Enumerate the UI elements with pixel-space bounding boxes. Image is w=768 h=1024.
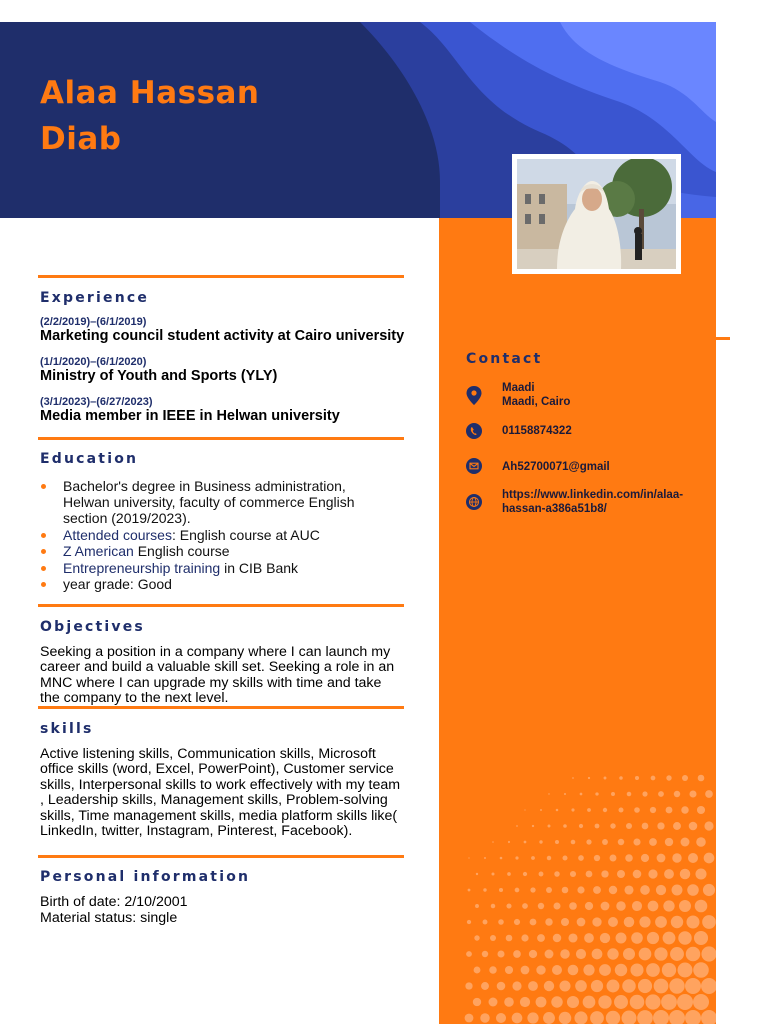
section-divider [38, 855, 404, 858]
profile-photo-frame [512, 154, 681, 274]
contact-email[interactable]: Ah52700071@gmail [502, 461, 610, 473]
contact-linkedin-line-2[interactable]: hassan-a386a51b8/ [502, 503, 607, 515]
contact-phone[interactable]: 01158874322 [502, 425, 572, 437]
experience-date-3: (3/1/2023)–(6/27/2023) [40, 396, 153, 408]
contact-heading: Contact [466, 351, 543, 367]
education-heading: Education [40, 451, 139, 467]
section-divider [38, 437, 404, 440]
email-icon [466, 458, 482, 474]
name-line-1: Alaa Hassan [40, 75, 260, 111]
birth-date: Birth of date: 2/10/2001 [40, 894, 188, 910]
experience-date-2: (1/1/2020)–(6/1/2020) [40, 356, 147, 368]
experience-role-2: Ministry of Youth and Sports (YLY) [40, 368, 278, 384]
education-item: Bachelor's degree in Business administration, Helwan university, faculty of commerce English section (2019/2023). [40, 478, 380, 526]
contact-linkedin-line-1[interactable]: https://www.linkedin.com/in/alaa- [502, 489, 684, 501]
profile-photo [517, 159, 676, 269]
phone-icon [466, 423, 482, 439]
education-list [40, 478, 380, 593]
experience-role-3: Media member in IEEE in Helwan university [40, 408, 340, 424]
halftone-dot-pattern [439, 218, 716, 1024]
education-item: Entrepreneurship training in CIB Bank [40, 560, 380, 576]
location-pin-icon [466, 386, 482, 405]
candidate-name [40, 70, 260, 162]
experience-date-1: (2/2/2019)–(6/1/2019) [40, 316, 147, 328]
education-item: Z American English course [40, 543, 380, 559]
name-line-2: Diab [40, 121, 122, 157]
experience-heading: Experience [40, 290, 150, 306]
contact-location-line-2: Maadi, Cairo [502, 396, 571, 408]
personal-info-heading: Personal information [40, 869, 251, 885]
objectives-text: Seeking a position in a company where I can launch my career and build a valuable skill set. Seeking a role in an MNC where I can upgrade my skills with time and take the company to the next level. [40, 644, 395, 707]
education-item: Attended courses: English course at AUC [40, 527, 380, 543]
panel-accent-line [716, 337, 730, 340]
marital-status: Material status: single [40, 910, 178, 926]
skills-heading: skills [40, 721, 94, 737]
skills-text: Active listening skills, Communication skills, Microsoft office skills (word, Excel, PowerPoint), Customer service skills, Interpersonal skills to work effectively with my team , Leadership skills, Management skills, Problem-solving skills, Time management skills, media platform skills like( LinkedIn, twitter, Instagram, Pinterest, Facebook). [40, 746, 401, 840]
objectives-heading: Objectives [40, 619, 145, 635]
contact-location-line-1: Maadi [502, 382, 535, 394]
education-item: year grade: Good [40, 576, 380, 592]
section-divider [38, 275, 404, 278]
web-globe-icon [466, 494, 482, 510]
contact-side-panel [439, 218, 716, 1024]
section-divider [38, 706, 404, 709]
section-divider [38, 604, 404, 607]
experience-role-1: Marketing council student activity at Cairo university [40, 328, 405, 344]
